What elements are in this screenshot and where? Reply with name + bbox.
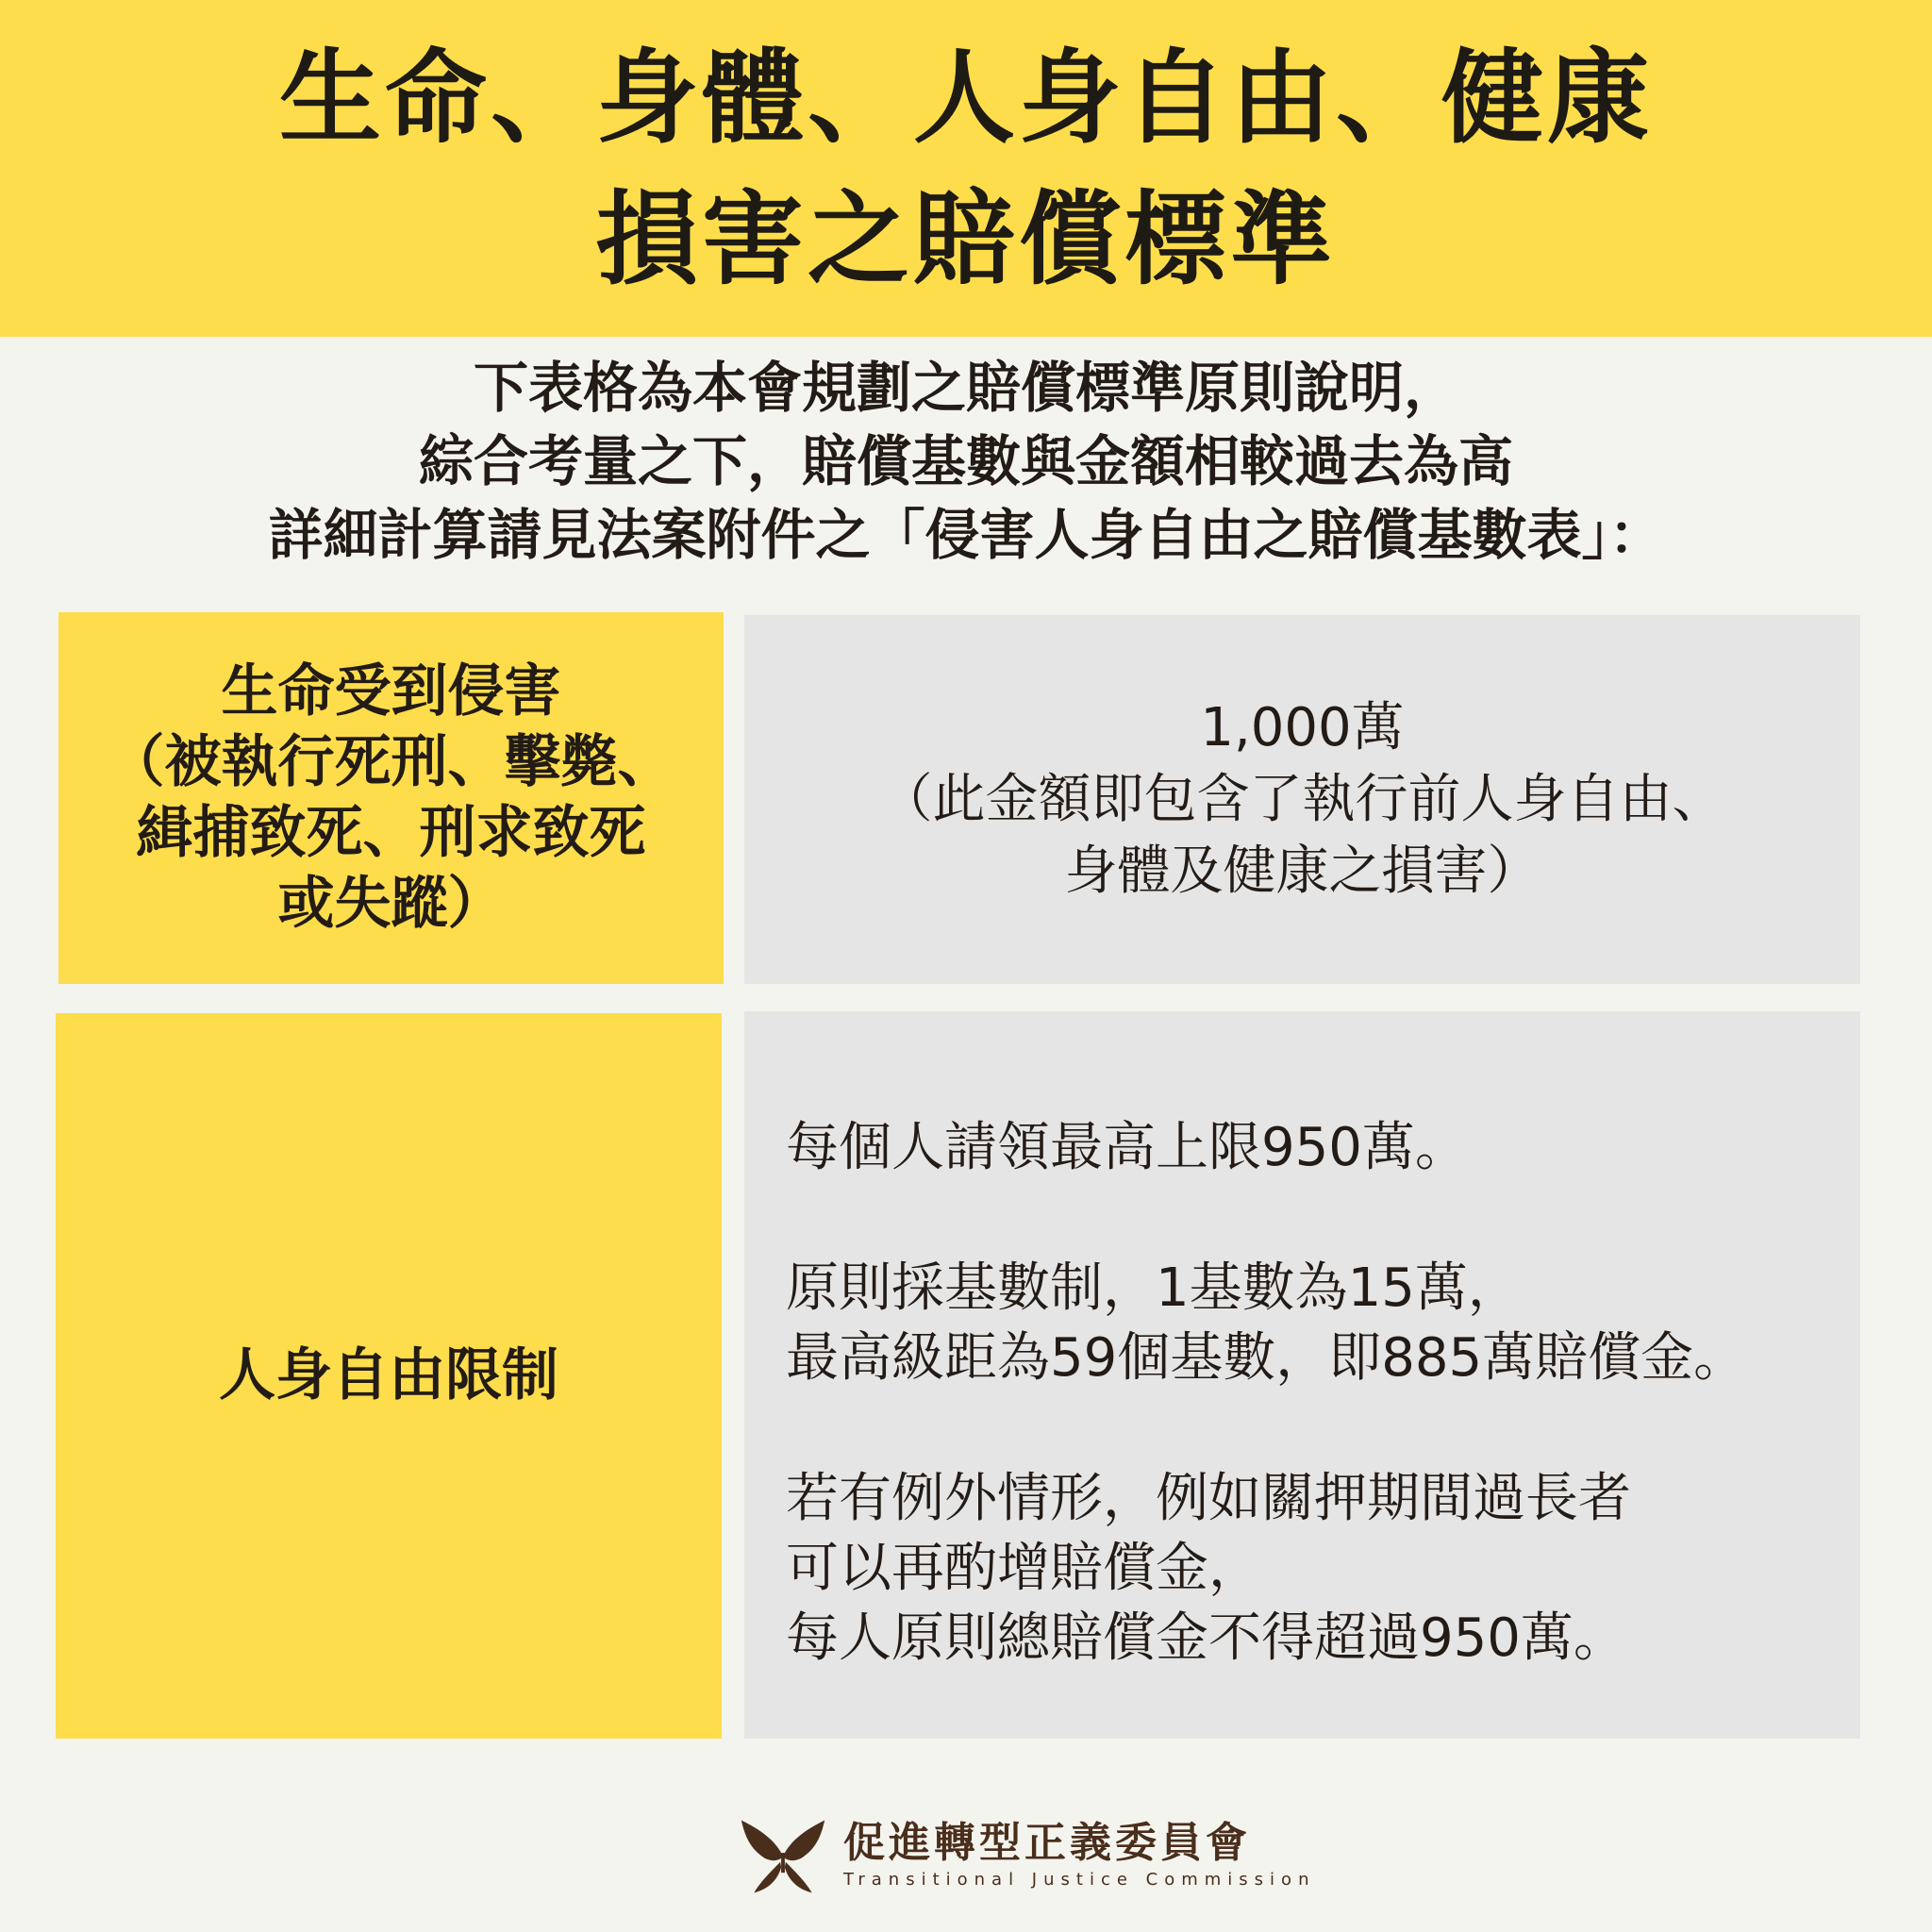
liberty-base-line-1: 原則採基數制，1基數為15萬， [786, 1257, 1521, 1319]
life-amount: 1,000萬 [1200, 696, 1405, 758]
title-line-1: 生命、身體、人身自由、健康 [278, 38, 1653, 158]
liberty-base-paragraph [786, 1254, 1860, 1393]
liberty-cap-paragraph [786, 1113, 1860, 1183]
life-label-line-2: （被執行死刑、擊斃、 [108, 729, 675, 795]
title-banner [0, 0, 1932, 337]
liberty-base-line-2: 最高級距為59個基數，即885萬賠償金。 [786, 1327, 1747, 1389]
title-line-2: 損害之賠償標準 [595, 179, 1336, 299]
life-label-line-3: 緝捕致死、刑求致死 [136, 800, 646, 866]
life-note-line-2: 身體及健康之損害） [1064, 840, 1541, 902]
intro-line-1: 下表格為本會規劃之賠償標準原則說明， [473, 356, 1458, 420]
life-infringement-label-cell [58, 612, 724, 984]
intro-text [0, 351, 1932, 572]
life-label-line-4: 或失蹤） [277, 871, 505, 937]
liberty-restriction-value-cell [744, 1011, 1860, 1739]
liberty-restriction-label-cell [56, 1013, 722, 1739]
commission-logo [738, 1809, 1315, 1900]
life-note-line-1: （此金額即包含了執行前人身自由、 [879, 768, 1725, 830]
org-name: 促進轉型正義委員會 [843, 1819, 1251, 1867]
butterfly-logo-icon [738, 1809, 828, 1900]
life-infringement-value-cell [744, 615, 1860, 984]
org-name-english: Transitional Justice Commission [843, 1870, 1316, 1890]
liberty-exception-line-3: 每人原則總賠償金不得超過950萬。 [786, 1607, 1626, 1669]
liberty-exception-line-1: 若有例外情形，例如關押期間過長者 [786, 1468, 1631, 1529]
liberty-exception-paragraph [786, 1464, 1860, 1674]
liberty-cap-line: 每個人請領最高上限950萬。 [786, 1117, 1468, 1178]
life-label-line-1: 生命受到侵害 [221, 658, 561, 724]
liberty-label: 人身自由限制 [219, 1342, 558, 1408]
intro-line-3: 詳細計算請見法案附件之「侵害人身自由之賠償基數表」： [268, 503, 1664, 567]
intro-line-2: 綜合考量之下，賠償基數與金額相較過去為高 [418, 429, 1513, 493]
liberty-exception-line-2: 可以再酌增賠償金， [786, 1538, 1261, 1599]
